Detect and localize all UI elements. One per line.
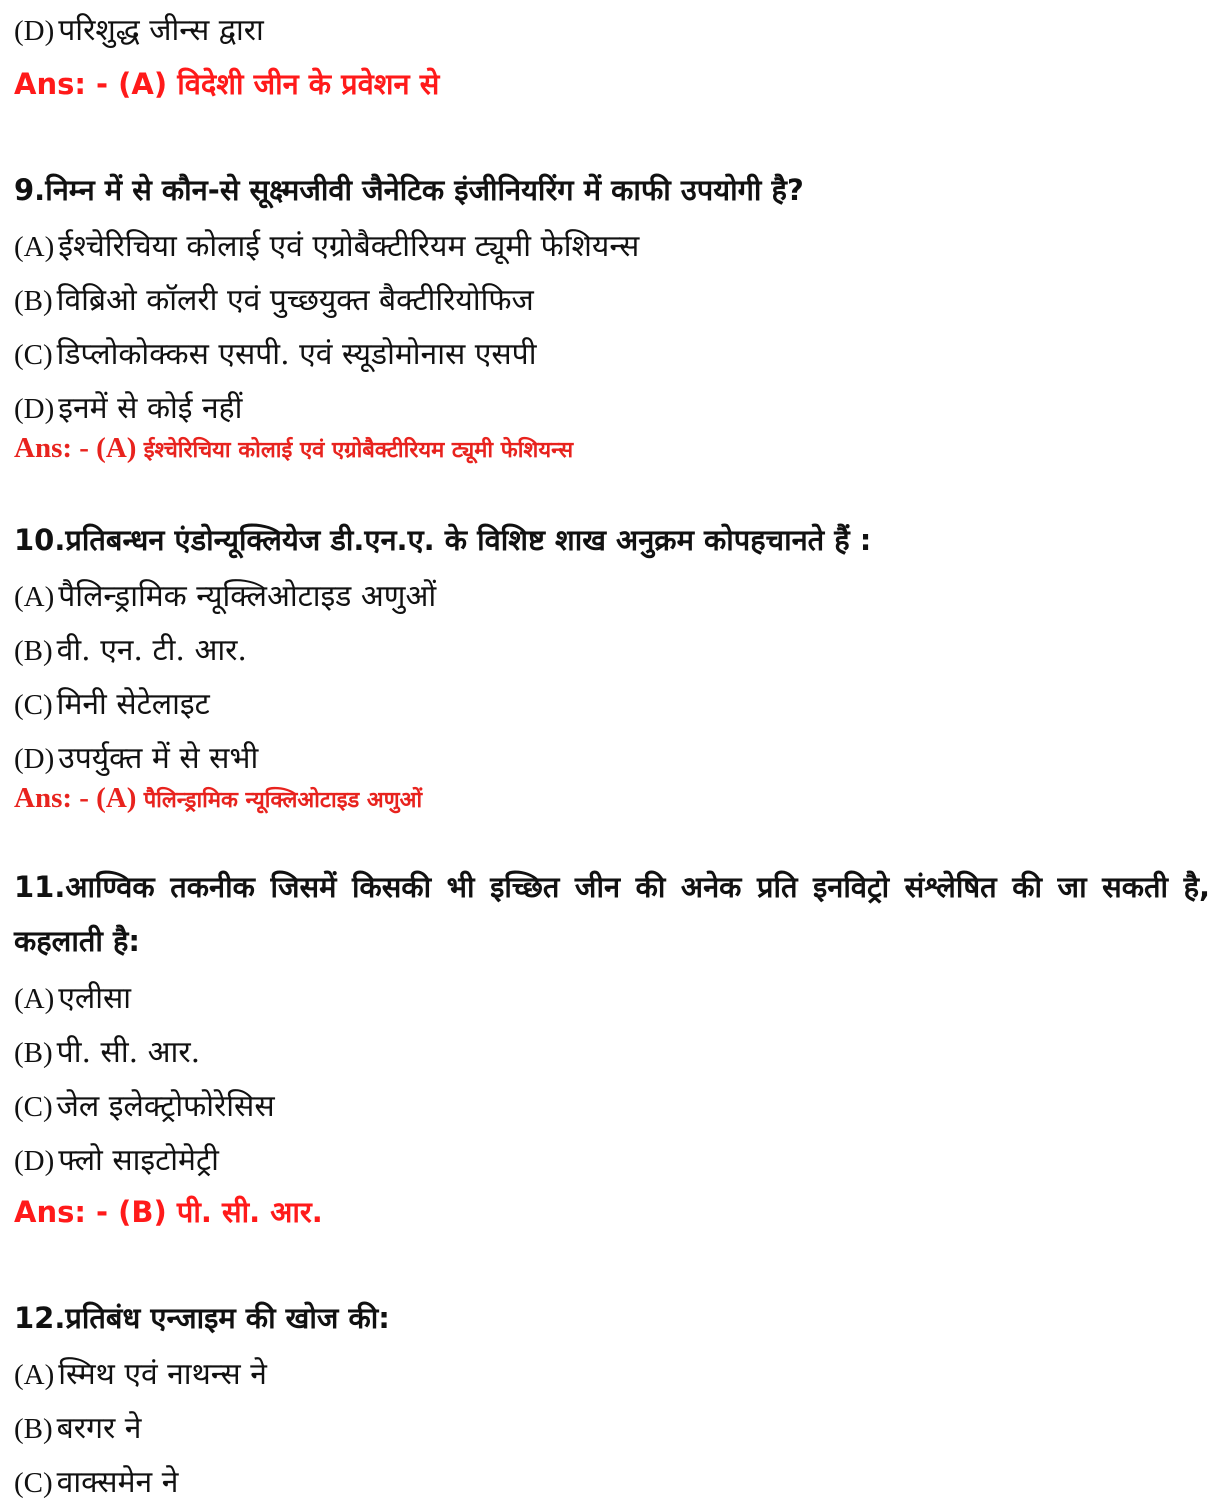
option-label: (A)	[14, 581, 55, 613]
option-text: बरगर ने	[56, 1411, 142, 1446]
q11-option-b	[14, 1030, 200, 1071]
q10-option-d	[14, 736, 258, 777]
option-text: मिनी सेटेलाइट	[56, 687, 210, 722]
q11-option-d	[14, 1138, 219, 1179]
q9-answer	[14, 432, 573, 465]
q9-option-c	[14, 332, 536, 373]
q11-option-c	[14, 1084, 275, 1125]
option-label: (A)	[14, 231, 55, 263]
option-label: (B)	[14, 635, 53, 667]
answer-text: पैलिन्ड्रामिक न्यूक्लिओटाइड अणुओं	[143, 787, 423, 813]
question-11: 11.आण्विक तकनीक जिसमें किसकी भी इच्छित जीन की अनेक प्रति इनविट्रो संश्लेषित की जा सकती है, कहलाती है:	[14, 870, 1210, 958]
question-9: 9.निम्न में से कौन-से सूक्ष्मजीवी जैनेटिक इंजीनियरिंग में काफी उपयोगी है?	[14, 173, 804, 207]
option-label: (B)	[14, 1037, 53, 1069]
q9-option-b	[14, 278, 534, 319]
option-label: (D)	[14, 743, 55, 775]
option-text: परिशुद्ध जीन्स द्वारा	[58, 13, 264, 48]
option-label: (D)	[14, 393, 55, 425]
option-text: डिप्लोकोक्कस एसपी. एवं स्यूडोमोनास एसपी	[56, 337, 537, 372]
q9-option-a	[14, 224, 639, 265]
option-label: (A)	[14, 1359, 55, 1391]
q12-option-b	[14, 1406, 141, 1447]
option-text: वी. एन. टी. आर.	[56, 633, 247, 668]
option-text: वाक्समेन ने	[56, 1465, 179, 1500]
option-label: (A)	[14, 983, 55, 1015]
option-text: ईश्चेरिचिया कोलाई एवं एग्रोबैक्टीरियम ट्यूमी फेशियन्स	[58, 229, 640, 264]
answer-prefix: Ans: - (A)	[14, 782, 137, 814]
q12-option-c	[14, 1460, 178, 1501]
option-label: (C)	[14, 1091, 53, 1123]
question-12: 12.प्रतिबंध एन्जाइम की खोज की:	[14, 1301, 390, 1335]
option-label: (D)	[14, 1145, 55, 1177]
q11-answer: Ans: - (B) पी. सी. आर.	[14, 1195, 323, 1229]
answer-text: ईश्चेरिचिया कोलाई एवं एग्रोबैक्टीरियम ट्यूमी फेशियन्स	[143, 437, 574, 463]
prev-answer: Ans: - (A) विदेशी जीन के प्रवेशन से	[14, 67, 440, 101]
q10-option-c	[14, 682, 210, 723]
q10-answer	[14, 782, 422, 815]
option-label: (B)	[14, 1413, 53, 1445]
prev-option-d	[14, 8, 264, 49]
option-label: (B)	[14, 285, 53, 317]
option-text: विब्रिओ कॉलरी एवं पुच्छयुक्त बैक्टीरियोफिज	[56, 283, 534, 318]
question-10: 10.प्रतिबन्धन एंडोन्यूक्लियेज डी.एन.ए. के विशिष्ट शाख अनुक्रम कोपहचानते हैं :	[14, 523, 872, 557]
option-text: स्मिथ एवं नाथन्स ने	[58, 1357, 267, 1392]
option-text: उपर्युक्त में से सभी	[58, 741, 259, 776]
option-label: (C)	[14, 1467, 53, 1499]
option-text: पी. सी. आर.	[56, 1035, 201, 1070]
option-label: (C)	[14, 689, 53, 721]
q11-option-a	[14, 976, 131, 1017]
option-label: (D)	[14, 15, 55, 47]
option-text: एलीसा	[58, 981, 132, 1016]
q10-option-a	[14, 574, 436, 615]
option-text: इनमें से कोई नहीं	[58, 391, 243, 426]
option-text: जेल इलेक्ट्रोफोरेसिस	[56, 1089, 275, 1124]
option-text: पैलिन्ड्रामिक न्यूक्लिओटाइड अणुओं	[58, 579, 437, 614]
option-label: (C)	[14, 339, 53, 371]
q12-option-a	[14, 1352, 267, 1393]
answer-prefix: Ans: - (A)	[14, 432, 137, 464]
q9-option-d	[14, 386, 242, 427]
option-text: फ्लो साइटोमेट्री	[58, 1143, 219, 1178]
q10-option-b	[14, 628, 247, 669]
